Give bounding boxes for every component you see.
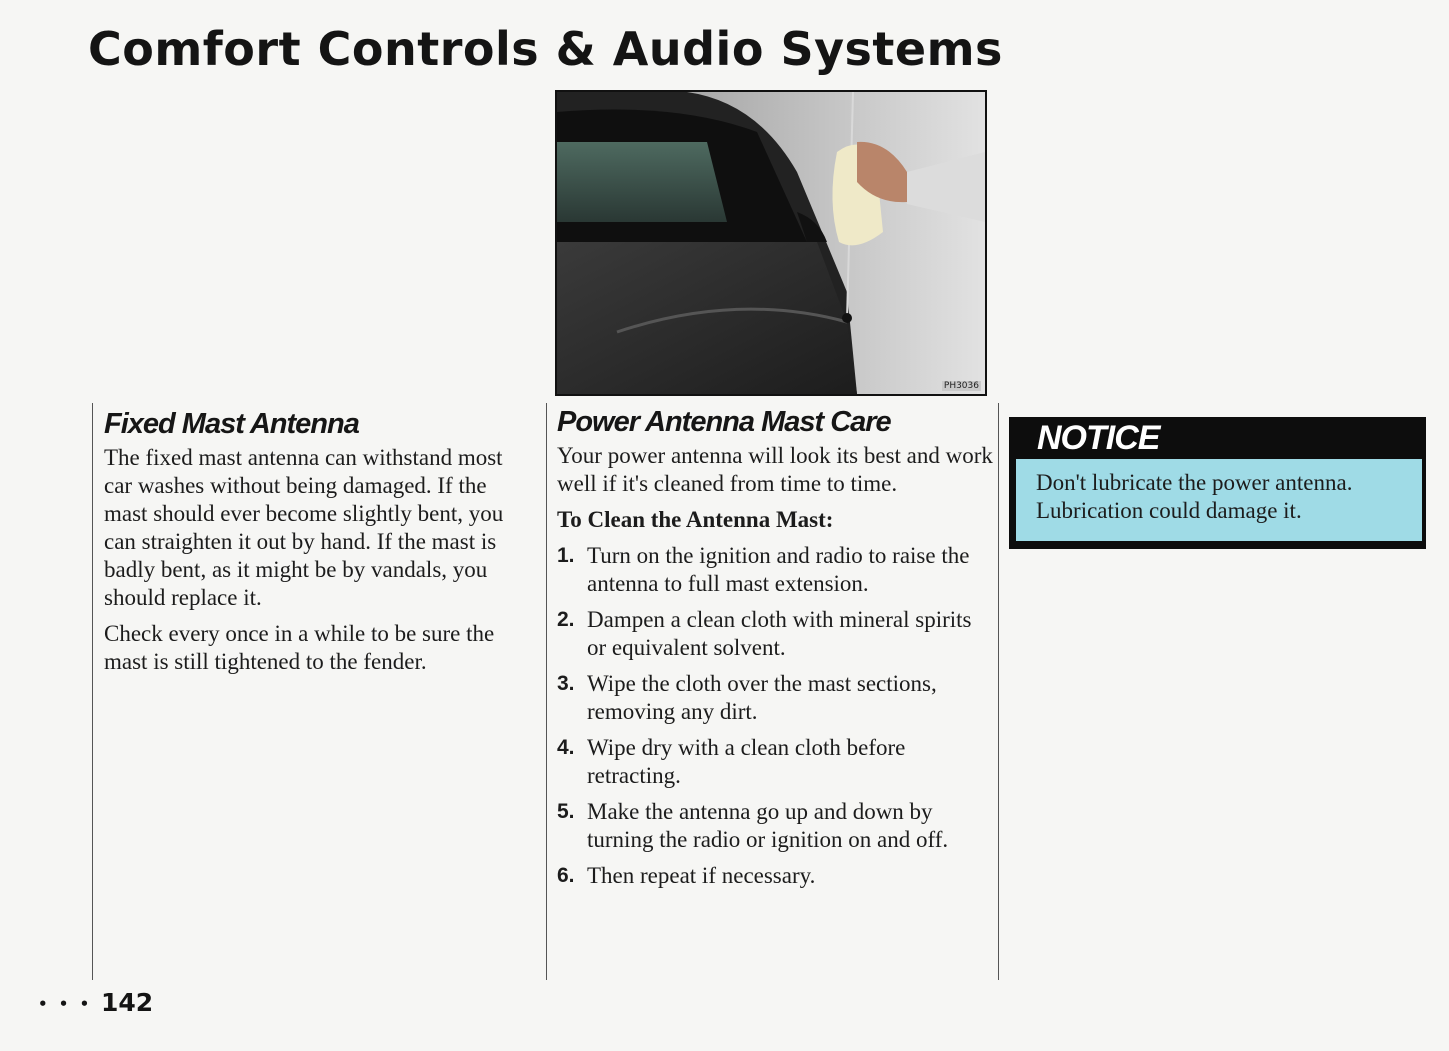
step-text: Wipe the cloth over the mast sections, removing any dirt. [587,671,937,724]
column-rule-right [998,403,999,980]
page-number [38,988,153,1017]
photo-code: PH3036 [943,381,979,391]
column-rule-middle [546,403,547,980]
notice-title: NOTICE [1037,419,1160,457]
step-number: 5. [557,800,575,823]
photo-illustration [557,92,985,394]
step-number: 6. [557,864,575,887]
cleaning-step [557,542,993,598]
page-number-value: 142 [100,988,154,1017]
step-number: 3. [557,672,575,695]
notice-body: Don't lubricate the power antenna. Lubrication could damage it. [1016,459,1422,541]
step-text: Turn on the ignition and radio to raise the antenna to full mast extension. [587,543,970,596]
step-text: Dampen a clean cloth with mineral spirits or equivalent solvent. [587,607,972,660]
page-dots: • • • [38,995,93,1013]
cleaning-step [557,798,993,854]
step-number: 2. [557,608,575,631]
cleaning-step [557,670,993,726]
step-text: Then repeat if necessary. [587,863,816,888]
cleaning-step [557,734,993,790]
cleaning-step [557,862,993,890]
cleaning-step [557,606,993,662]
power-antenna-section [557,406,993,898]
fixed-mast-paragraph: The fixed mast antenna can withstand most car washes without being damaged. If the mast should ever become slightly bent, you can straighten it out by hand. If the mast is badly bent, as it might be by vandals, you should replace it. [104,445,504,610]
cleaning-steps-list [557,542,993,890]
power-antenna-intro: Your power antenna will look its best and work well if it's cleaned from time to time. [557,443,993,496]
power-antenna-heading: Power Antenna Mast Care [557,406,891,438]
column-rule-left [92,403,93,980]
step-number: 4. [557,736,575,759]
fixed-mast-paragraph: Check every once in a while to be sure the mast is still tightened to the fender. [104,621,495,674]
page-title: Comfort Controls & Audio Systems [88,22,1003,76]
step-number: 1. [557,544,575,567]
notice-box [1009,417,1426,549]
fixed-mast-section [104,408,534,684]
step-text: Wipe dry with a clean cloth before retracting. [587,735,906,788]
step-text: Make the antenna go up and down by turning the radio or ignition on and off. [587,799,949,852]
car-antenna-photo [555,90,987,396]
clean-mast-subheading: To Clean the Antenna Mast: [557,507,834,532]
fixed-mast-heading: Fixed Mast Antenna [104,408,359,440]
